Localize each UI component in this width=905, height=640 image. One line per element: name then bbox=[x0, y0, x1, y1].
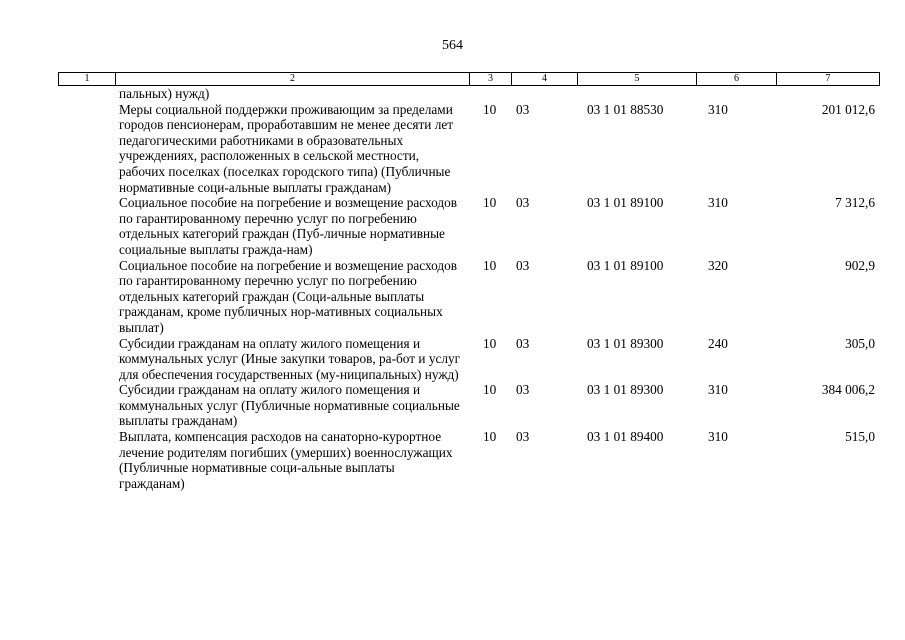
row-expense-type: 240 bbox=[708, 335, 728, 351]
table-row bbox=[58, 102, 879, 196]
header-row bbox=[59, 73, 880, 86]
row-target-code: 03 1 01 89100 bbox=[587, 257, 664, 273]
header-col-6: 6 bbox=[697, 73, 777, 86]
row-subsection: 03 bbox=[516, 257, 530, 273]
row-section: 10 bbox=[483, 335, 497, 351]
header-col-7: 7 bbox=[777, 73, 880, 86]
table-row bbox=[58, 258, 879, 336]
row-subsection: 03 bbox=[516, 195, 530, 211]
row-target-code: 03 1 01 89400 bbox=[587, 429, 664, 445]
row-expense-type: 310 bbox=[708, 429, 728, 445]
header-col-2: 2 bbox=[116, 73, 470, 86]
continuation-text: пальных) нужд) bbox=[119, 86, 210, 101]
page-number: 564 bbox=[442, 38, 463, 53]
row-section: 10 bbox=[483, 195, 497, 211]
row-amount: 902,9 bbox=[845, 257, 875, 273]
table-row bbox=[58, 382, 879, 429]
header-col-3: 3 bbox=[470, 73, 512, 86]
row-name: Меры социальной поддержки проживающим за пределами городов пенсионерам, проработавшим не менее десяти лет педагогическими работниками в образовательных учреждениях, расположенных в сельской местности, рабочих поселках (поселках городского типа) (Публичные нормативные соци-альные выплаты гражданам) bbox=[119, 101, 454, 195]
row-section: 10 bbox=[483, 382, 497, 398]
row-target-code: 03 1 01 89100 bbox=[587, 195, 664, 211]
row-section: 10 bbox=[483, 101, 497, 117]
row-name: Субсидии гражданам на оплату жилого помещения и коммунальных услуг (Иные закупки товаров, ра-бот и услуг для обеспечения государственных (му-ниципальных) нужд) bbox=[119, 335, 461, 382]
table-row bbox=[58, 336, 879, 383]
row-subsection: 03 bbox=[516, 335, 530, 351]
row-amount: 384 006,2 bbox=[821, 382, 875, 398]
row-expense-type: 320 bbox=[708, 257, 728, 273]
budget-table-body bbox=[58, 86, 879, 491]
table-row bbox=[58, 195, 879, 257]
row-target-code: 03 1 01 88530 bbox=[587, 101, 664, 117]
row-subsection: 03 bbox=[516, 382, 530, 398]
row-name: Субсидии гражданам на оплату жилого помещения и коммунальных услуг (Публичные нормативные социальные выплаты гражданам) bbox=[119, 382, 460, 429]
row-name: Выплата, компенсация расходов на санаторно-курортное лечение родителям погибших (умерших) военнослужащих (Публичные нормативные соци-альные выплаты гражданам) bbox=[119, 429, 453, 491]
continuation-row bbox=[58, 86, 879, 102]
row-amount: 515,0 bbox=[845, 429, 875, 445]
row-name: Социальное пособие на погребение и возмещение расходов по гарантированному перечню услуг по погребению отдельных категорий граждан (Соци-альные выплаты гражданам, кроме публичных нор-мативных социальных выплат) bbox=[119, 257, 458, 335]
row-subsection: 03 bbox=[516, 101, 530, 117]
column-number-header bbox=[58, 72, 880, 86]
row-target-code: 03 1 01 89300 bbox=[587, 382, 664, 398]
header-col-4: 4 bbox=[512, 73, 578, 86]
row-target-code: 03 1 01 89300 bbox=[587, 335, 664, 351]
row-amount: 305,0 bbox=[845, 335, 875, 351]
row-section: 10 bbox=[483, 257, 497, 273]
row-subsection: 03 bbox=[516, 429, 530, 445]
header-col-5: 5 bbox=[578, 73, 697, 86]
table-row bbox=[58, 429, 879, 491]
row-name: Социальное пособие на погребение и возмещение расходов по гарантированному перечню услуг по погребению отдельных категорий граждан (Пуб-личные нормативные социальные выплаты гражда-нам) bbox=[119, 195, 458, 257]
row-expense-type: 310 bbox=[708, 195, 728, 211]
row-expense-type: 310 bbox=[708, 382, 728, 398]
row-section: 10 bbox=[483, 429, 497, 445]
header-col-1: 1 bbox=[59, 73, 116, 86]
row-amount: 7 312,6 bbox=[835, 195, 875, 211]
row-expense-type: 310 bbox=[708, 101, 728, 117]
row-amount: 201 012,6 bbox=[821, 101, 875, 117]
